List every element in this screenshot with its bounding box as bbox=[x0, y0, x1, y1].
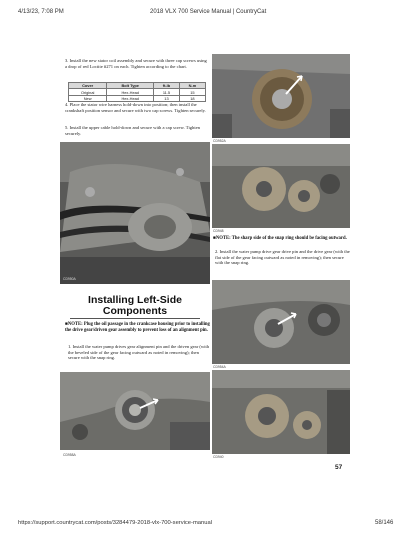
photo-drive-pin bbox=[212, 280, 350, 364]
gears-photo-image bbox=[212, 144, 350, 228]
right-step-2-text: 2. Install the water pump drive gear drive pin and the drive gear (with the flat side of the gear facing outward as noted in removing); then secure with the snap ring. bbox=[215, 249, 350, 265]
step-4-text: 4. Place the stator wire harness hold-down into position; then install the crankshaft position sensor and secure with two cap screws. Tighten securely. bbox=[65, 102, 206, 113]
caption-right-4: CD940 bbox=[213, 455, 224, 459]
table-cell: 11.5 bbox=[154, 89, 180, 95]
step-3-text: 3. Install the new stator coil assembly and secure with three cap screws using a drop of red Loctite #271 on each. Tighten according to the chart. bbox=[65, 58, 207, 69]
table-cell: 13 bbox=[154, 95, 180, 101]
table-header-nm: N-m bbox=[179, 83, 205, 89]
print-url[interactable]: https://support.countrycat.com/posts/3284479-2018-vlx-700-service-manual bbox=[18, 520, 212, 526]
table-cell: Hex-Head bbox=[107, 95, 154, 101]
caption-right-3: CD954A bbox=[213, 365, 226, 369]
table-cell: Original bbox=[69, 89, 107, 95]
manual-page-number: 57 bbox=[335, 464, 343, 471]
drive-pin-photo-image bbox=[212, 280, 350, 364]
table-cell: New bbox=[69, 95, 107, 101]
photo-stator-harness bbox=[60, 142, 210, 284]
table-row bbox=[69, 95, 206, 101]
section-heading bbox=[60, 295, 210, 317]
note-snap-ring: ■NOTE: The sharp side of the snap ring should be facing outward. bbox=[213, 236, 347, 241]
step-5-text: 5. Install the upper cable hold-down and secure with a cap screw. Tighten securely. bbox=[65, 125, 200, 136]
table-cell: 15 bbox=[179, 89, 205, 95]
manual-page bbox=[60, 52, 350, 472]
table-header-ft-lb: ft-lb bbox=[154, 83, 180, 89]
gear-photo-image bbox=[60, 372, 210, 450]
photo-drive-gear bbox=[212, 370, 350, 454]
caption-left-bottom: CD958A bbox=[63, 453, 76, 457]
photo-gears-assembled bbox=[212, 144, 350, 228]
photo-driven-gear bbox=[60, 372, 210, 450]
stator-photo-image bbox=[212, 54, 350, 138]
table-header-cover: Cover bbox=[69, 83, 107, 89]
drive-gear-photo-image bbox=[212, 370, 350, 454]
note-oil-passage: ■NOTE: Plug the oil passage in the crankcase housing prior to installing the drive gear/driven gear assembly to prevent loss of an alignment pin. bbox=[65, 322, 210, 333]
engine-photo-image bbox=[60, 142, 210, 284]
print-timestamp: 4/13/23, 7:08 PM bbox=[18, 9, 64, 15]
left-step-1-text: 1. Install the water pump drives gear alignment pin and the driven gear (with the beveled side of the gear facing outward as noted in removing); then secure with the snap ring. bbox=[68, 344, 210, 360]
section-heading-line-1: Installing Left-Side bbox=[88, 294, 182, 306]
caption-left-top: CD950A bbox=[63, 277, 76, 281]
print-page-count: 58/146 bbox=[375, 520, 394, 526]
table-header-bolt-type: Bolt Type bbox=[107, 83, 154, 89]
table-cell: 18 bbox=[179, 95, 205, 101]
caption-right-2: CD948 bbox=[213, 229, 224, 233]
torque-table bbox=[68, 82, 206, 102]
section-divider bbox=[70, 318, 200, 319]
table-cell: Hex-Head bbox=[107, 89, 154, 95]
photo-stator-coil bbox=[212, 54, 350, 138]
caption-right-1: CD952A bbox=[213, 139, 226, 143]
section-heading-line-2: Components bbox=[102, 305, 168, 317]
print-page-title: 2018 VLX 700 Service Manual | CountryCat bbox=[150, 9, 267, 15]
